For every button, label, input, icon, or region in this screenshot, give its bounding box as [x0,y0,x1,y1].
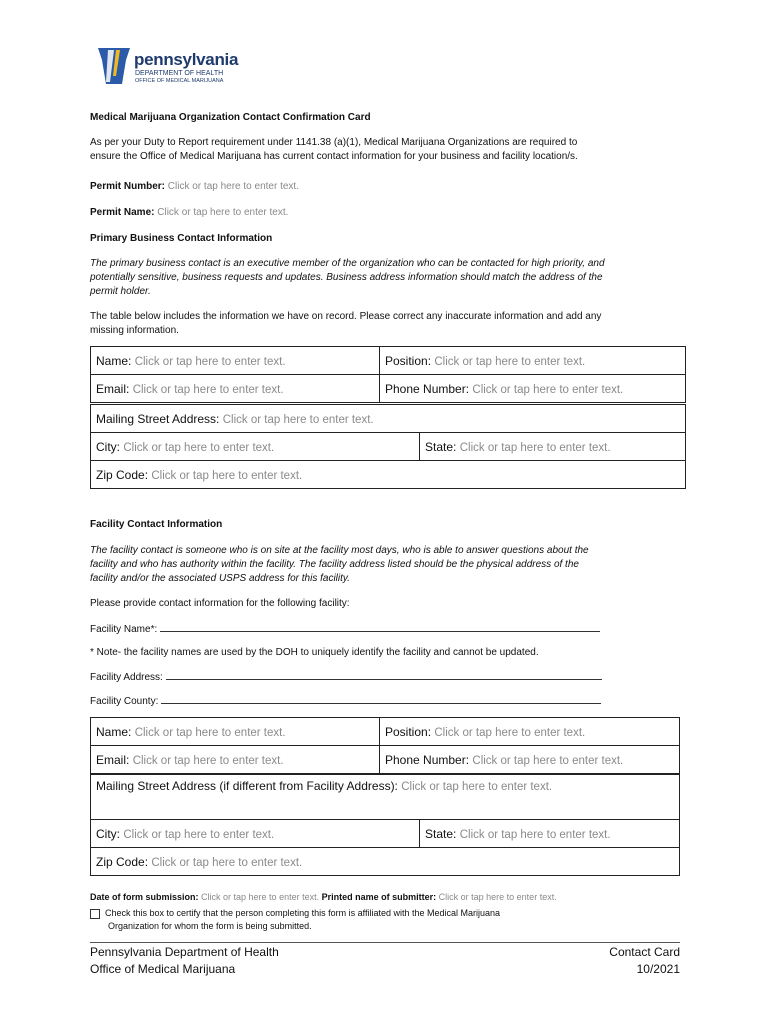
table-row [91,746,680,774]
footer-right [609,944,680,978]
facility-desc-1: The facility contact is someone who is on site at the facility most days, who is able to answer questions about the [90,545,589,556]
field-label: State: [425,826,457,841]
primary-phone-input[interactable]: Click or tap here to enter text. [472,383,624,396]
field-label: City: [96,439,120,454]
permit-name-row [90,206,288,220]
facility-city-input[interactable]: Click or tap here to enter text. [123,828,275,841]
facility-position-cell[interactable] [380,718,680,746]
primary-name-input[interactable]: Click or tap here to enter text. [134,355,286,368]
facility-address-line[interactable] [166,670,602,680]
primary-desc-2: potentially sensitive, business requests and updates. Business address information should match the address of the [90,272,603,283]
field-label: Name: [96,724,132,739]
field-label: Mailing Street Address: [96,411,220,426]
field-label: Mailing Street Address (if different from Facility Address): [96,779,398,793]
date-label: Date of form submission: [90,892,199,902]
facility-address-label: Facility Address: [90,672,163,683]
field-label: City: [96,826,120,841]
facility-contact-table [90,717,680,774]
primary-city-cell[interactable] [91,433,420,461]
field-label: Position: [385,353,432,368]
printed-name-label: Printed name of submitter: [321,892,437,902]
facility-email-cell[interactable] [91,746,380,774]
permit-name-label: Permit Name: [90,207,155,218]
field-label: Email: [96,752,130,767]
field-label: Phone Number: [385,752,470,767]
primary-zip-cell[interactable] [91,461,686,489]
primary-contact-table [90,346,686,403]
primary-email-cell[interactable] [91,375,380,403]
printed-name-input[interactable]: Click or tap here to enter text. [438,892,557,902]
facility-zip-cell[interactable] [91,848,680,876]
field-label: Name: [96,353,132,368]
certify-text-2: Organization for whom the form is being submitted. [108,921,312,931]
primary-city-input[interactable]: Click or tap here to enter text. [123,441,275,454]
field-label: Email: [96,381,130,396]
certify-text-1: Check this box to certify that the person completing this form is affiliated with the Medical Marijuana [105,908,501,918]
field-label: Zip Code: [96,854,149,869]
footer-left [90,944,279,978]
primary-email-input[interactable]: Click or tap here to enter text. [132,383,284,396]
primary-name-cell[interactable] [91,347,380,375]
primary-desc-3: permit holder. [90,286,151,297]
facility-county-row [90,694,601,709]
table-row [91,848,680,876]
permit-name-input[interactable]: Click or tap here to enter text. [157,207,289,218]
field-label: Phone Number: [385,381,470,396]
facility-provide-text: Please provide contact information for the following facility: [90,598,350,609]
certify-checkbox[interactable] [90,909,100,919]
table-row [91,405,686,433]
facility-city-cell[interactable] [91,820,420,848]
facility-contact-heading: Facility Contact Information [90,519,223,530]
logo-department: DEPARTMENT OF HEALTH [135,70,224,77]
facility-mailing-cell[interactable] [91,775,680,820]
facility-zip-input[interactable]: Click or tap here to enter text. [151,856,303,869]
page-title: Medical Marijuana Organization Contact Confirmation Card [90,112,371,123]
field-label: State: [425,439,457,454]
submission-row [90,892,557,902]
facility-name-cell[interactable] [91,718,380,746]
footer-department: Pennsylvania Department of Health [90,945,279,959]
primary-zip-input[interactable]: Click or tap here to enter text. [151,469,303,482]
primary-position-cell[interactable] [380,347,686,375]
facility-desc-2: facility and who has authority within the facility. The facility address listed should be the physical address of the [90,559,579,570]
table-row [91,375,686,403]
table-row [91,820,680,848]
footer-divider [90,942,680,943]
facility-email-input[interactable]: Click or tap here to enter text. [132,754,284,767]
date-input[interactable]: Click or tap here to enter text. [201,892,320,902]
table-row [91,347,686,375]
keystone-icon [96,46,132,86]
primary-note-2: missing information. [90,325,179,336]
facility-address-table [90,774,680,876]
primary-state-cell[interactable] [420,433,686,461]
facility-county-label: Facility County: [90,696,159,707]
facility-state-cell[interactable] [420,820,680,848]
logo-office: OFFICE OF MEDICAL MARIJUANA [135,78,224,84]
facility-position-input[interactable]: Click or tap here to enter text. [434,726,586,739]
footer-doc-name: Contact Card [609,945,680,959]
primary-note-1: The table below includes the information we have on record. Please correct any inaccurate information and add any [90,311,602,322]
facility-phone-input[interactable]: Click or tap here to enter text. [472,754,624,767]
permit-number-row [90,180,299,194]
primary-phone-cell[interactable] [380,375,686,403]
logo-wordmark: pennsylvania [134,50,239,69]
pa-doh-logo [96,44,256,88]
footer-doc-date: 10/2021 [636,962,680,976]
permit-number-input[interactable]: Click or tap here to enter text. [167,181,299,192]
primary-state-input[interactable]: Click or tap here to enter text. [459,441,611,454]
facility-name-line[interactable] [160,622,600,632]
primary-mailing-cell[interactable] [91,405,686,433]
table-row [91,461,686,489]
table-row [91,433,686,461]
facility-phone-cell[interactable] [380,746,680,774]
primary-mailing-input[interactable]: Click or tap here to enter text. [222,413,374,426]
primary-desc-1: The primary business contact is an executive member of the organization who can be contacted for high priority, and [90,258,605,269]
facility-contact-name-input[interactable]: Click or tap here to enter text. [134,726,286,739]
facility-county-line[interactable] [161,694,601,704]
intro-line-1: As per your Duty to Report requirement under 1141.38 (a)(1), Medical Marijuana Organizations are required to [90,137,578,148]
intro-line-2: ensure the Office of Medical Marijuana has current contact information for your business and facility location/s. [90,151,578,162]
facility-address-row [90,670,602,685]
facility-note: * Note- the facility names are used by the DOH to uniquely identify the facility and cannot be updated. [90,647,539,658]
footer-office: Office of Medical Marijuana [90,962,236,976]
certify-row [90,907,500,933]
primary-address-table [90,404,686,489]
facility-name-label: Facility Name*: [90,624,158,635]
table-row [91,718,680,746]
facility-desc-3: facility and/or the associated USPS address for this facility. [90,573,350,584]
permit-number-label: Permit Number: [90,181,166,192]
table-row [91,775,680,820]
field-label: Position: [385,724,432,739]
field-label: Zip Code: [96,467,149,482]
facility-state-input[interactable]: Click or tap here to enter text. [459,828,611,841]
primary-contact-heading: Primary Business Contact Information [90,233,273,244]
primary-position-input[interactable]: Click or tap here to enter text. [434,355,586,368]
facility-mailing-input[interactable]: Click or tap here to enter text. [401,781,553,793]
facility-name-row [90,622,600,637]
